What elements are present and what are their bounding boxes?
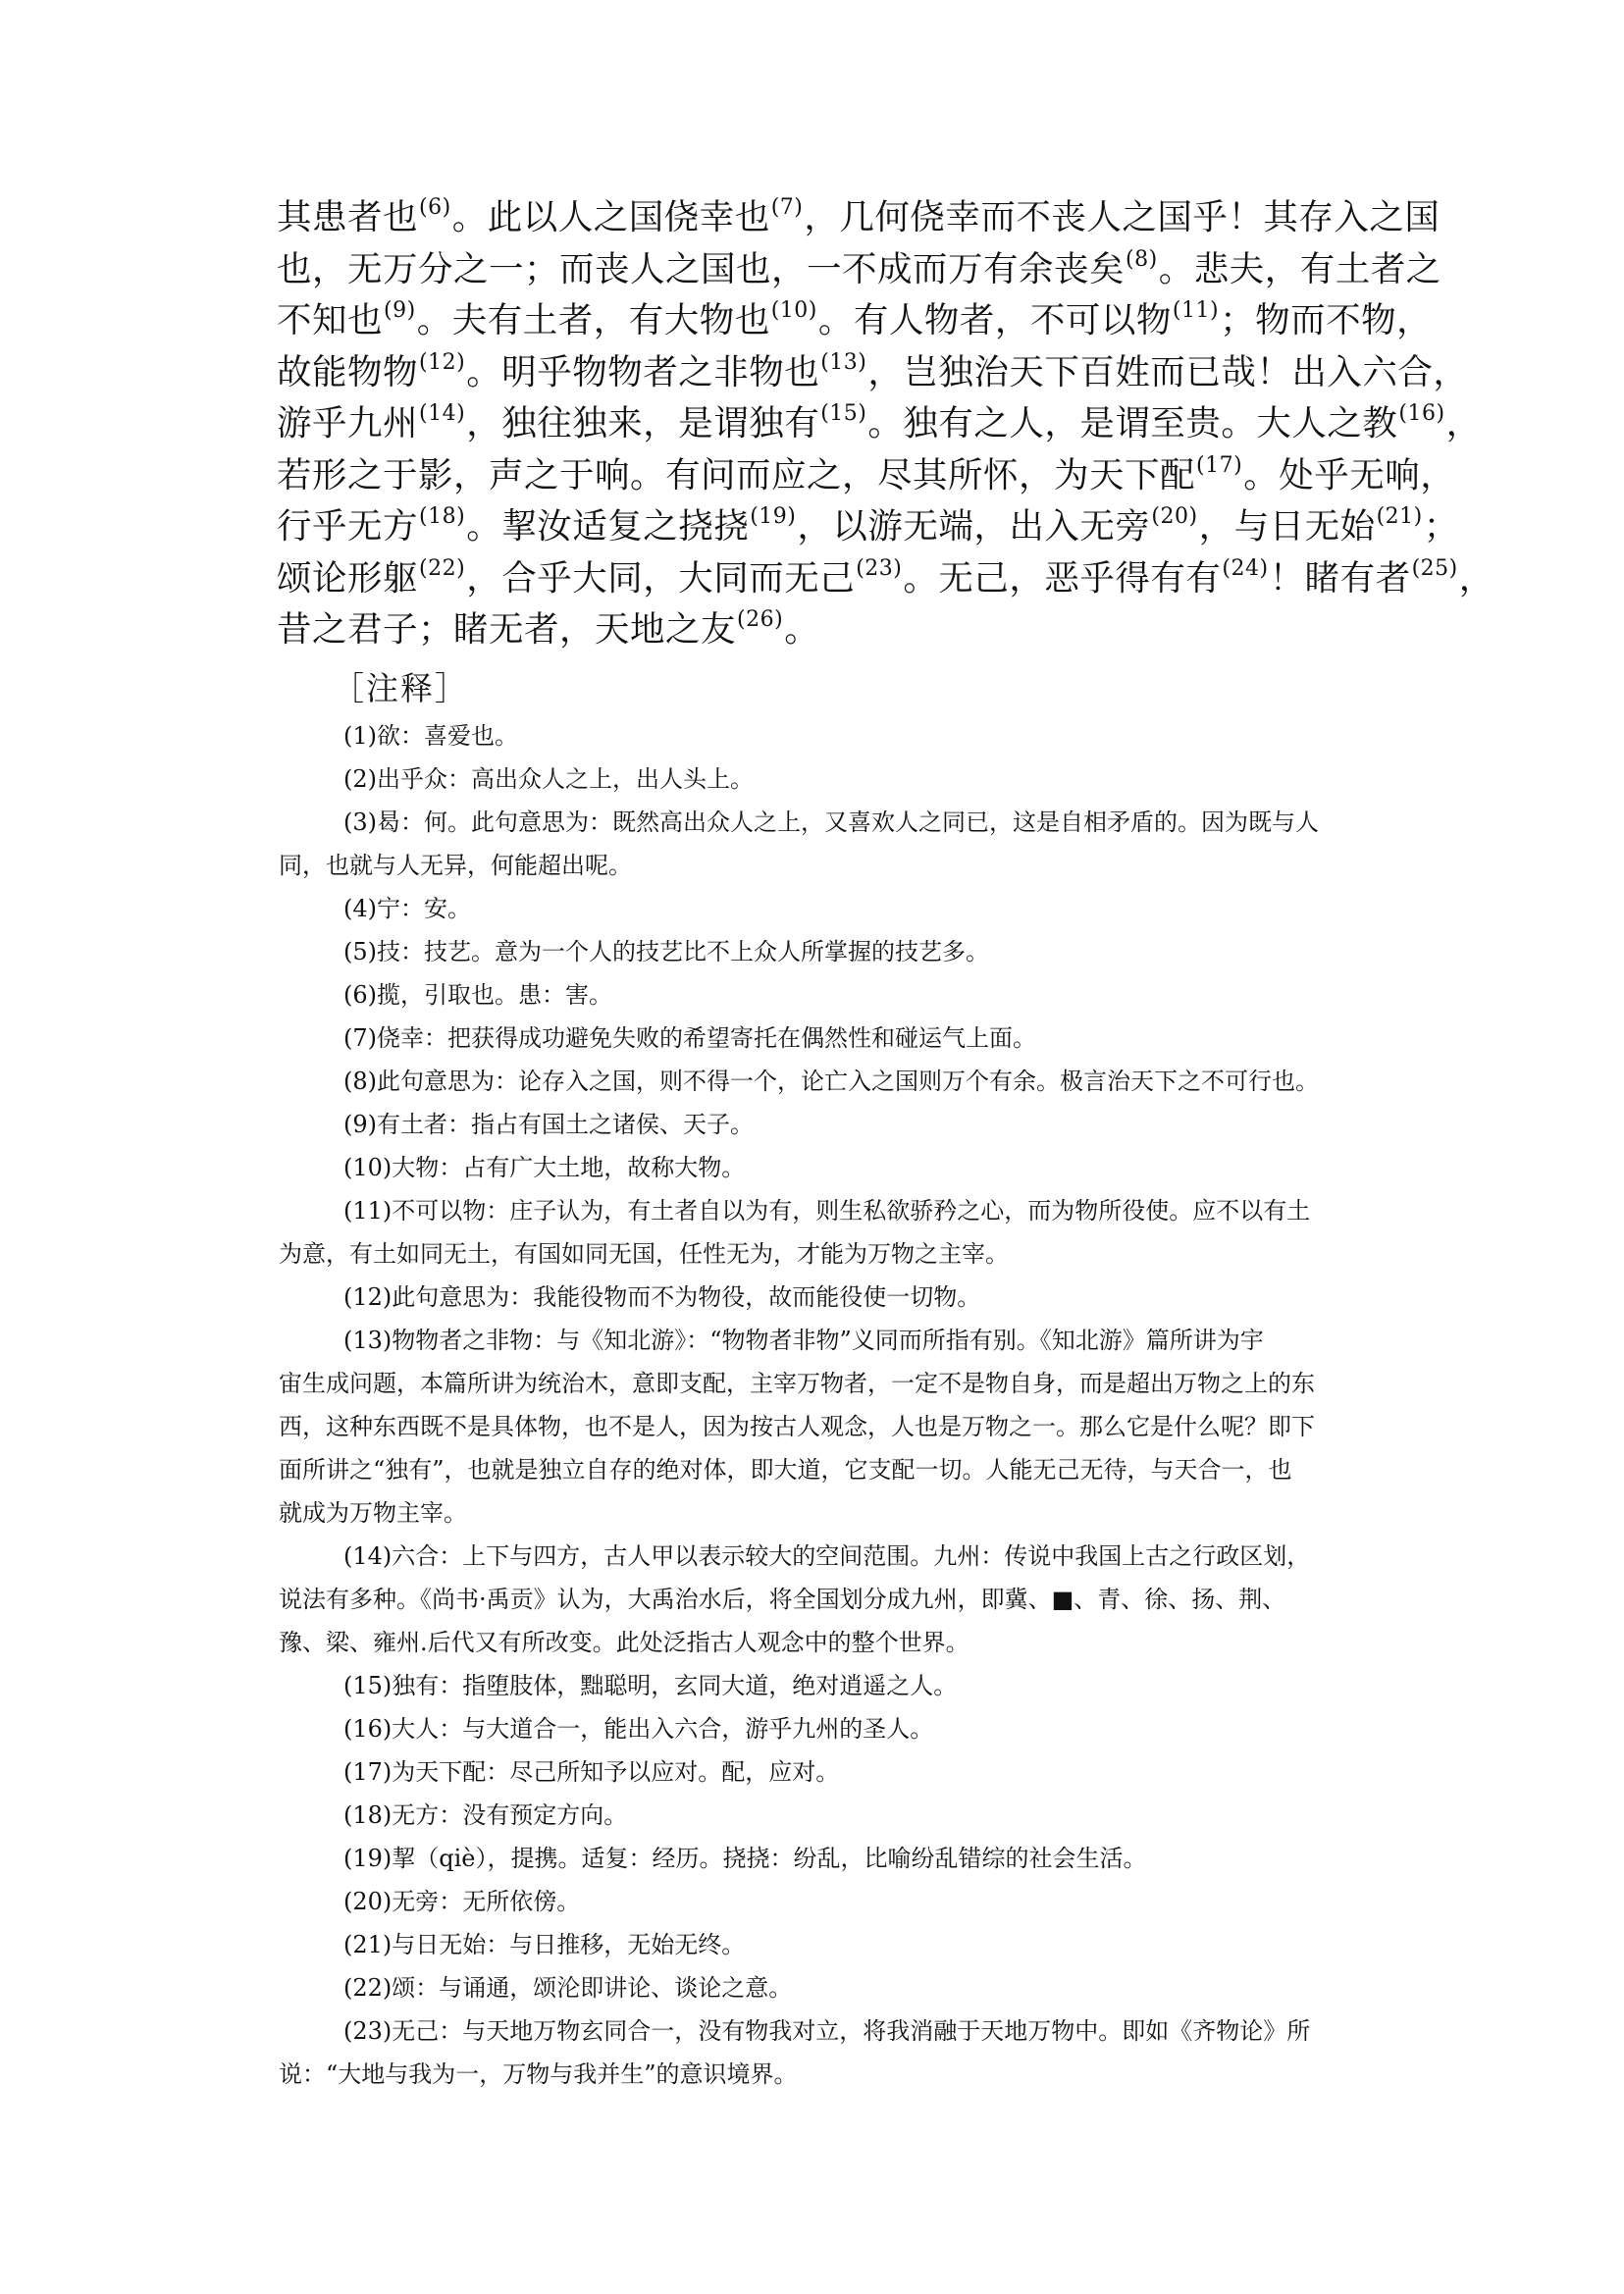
- text-segment: 。无己，恶乎得有有: [903, 557, 1222, 599]
- note-line: (16)大人：与大道合一，能出入六合，游乎九州的圣人。: [343, 1715, 934, 1743]
- text-segment: 。有人物者，不可以物: [817, 300, 1172, 340]
- note-line: (1)欲：喜爱也。: [343, 722, 518, 750]
- text-segment: 故能物物: [277, 351, 419, 392]
- note-line: 豫、梁、雍州.后代又有所改变。此处泛指古人观念中的整个世界。: [279, 1629, 969, 1656]
- text-segment: ，与日无始: [1198, 506, 1376, 547]
- note-line: (5)技：技艺。意为一个人的技艺比不上众人所掌握的技艺多。: [343, 938, 989, 965]
- text-segment: ，: [1445, 403, 1482, 443]
- note-line: (11)不可以物：庄子认为，有土者自以为有，则生私欲骄矜之心，而为物所役使。应不以有土: [343, 1197, 1311, 1225]
- main-text: [277, 192, 1494, 656]
- main-text-line: [277, 244, 1441, 296]
- footnote-marker: (13): [820, 349, 867, 375]
- text-segment: ；: [1423, 506, 1459, 547]
- footnote-marker: (23): [856, 555, 903, 581]
- note-line: 就成为万物主宰。: [279, 1499, 467, 1527]
- footnote-marker: (12): [419, 349, 466, 375]
- text-segment: 也，无万分之一；而丧人之国也，一不成而万有余丧矣: [277, 248, 1126, 289]
- footnote-marker: (16): [1398, 401, 1445, 427]
- main-text-line: [277, 295, 1433, 347]
- footnote-marker: (20): [1151, 504, 1198, 530]
- text-segment: 若形之于影，声之于响。有问而应之，尽其所怀，为天下配: [277, 454, 1196, 495]
- footnote-marker: (10): [770, 298, 817, 324]
- footnote-marker: (8): [1126, 246, 1158, 272]
- main-text-line: [277, 450, 1456, 502]
- footnote-marker: (18): [419, 504, 466, 530]
- note-line: 同，也就与人无异，何能超出呢。: [279, 852, 632, 879]
- note-line: (14)六合：上下与四方，古人甲以表示较大的空间范围。九州：传说中我国上古之行政区划，: [343, 1542, 1311, 1570]
- text-segment: 。悲夫，有土者之: [1158, 248, 1441, 289]
- note-line: (15)独有：指堕肢体，黜聪明，玄同大道，绝对逍遥之人。: [343, 1672, 958, 1699]
- main-text-line: [277, 553, 1494, 605]
- text-segment: ，合乎大同，大同而无己: [466, 557, 856, 599]
- note-line: 面所讲之“独有”，也就是独立自存的绝对体，即大道，它支配一切。人能无己无待，与天合一，也: [279, 1456, 1292, 1484]
- footnote-marker: (21): [1376, 504, 1423, 530]
- text-segment: 。处乎无响，: [1243, 454, 1456, 495]
- text-segment: 。独有之人，是谓至贵。大人之教: [867, 403, 1398, 443]
- note-line: (22)颂：与诵通，颂沦即讲论、谈论之意。: [343, 1974, 793, 2002]
- text-segment: 游乎九州: [277, 403, 419, 443]
- notes-section: [279, 714, 1368, 2096]
- note-line: (21)与日无始：与日推移，无始无终。: [343, 1931, 746, 1958]
- text-segment: 。: [784, 609, 820, 650]
- note-line: (19)挈（qiè），提携。适复：经历。挠挠：纷乱，比喻纷乱错综的社会生活。: [343, 1845, 1147, 1872]
- text-segment: 。夫有土者，有大物也: [416, 300, 770, 340]
- main-text-line: [277, 501, 1459, 553]
- main-text-line: [277, 192, 1441, 244]
- note-line: 说：“大地与我为一，万物与我并生”的意识境界。: [279, 2060, 798, 2088]
- note-line: (20)无旁：无所依傍。: [343, 1888, 581, 1915]
- main-text-line: [277, 398, 1482, 450]
- text-segment: 。明乎物物者之非物也: [466, 351, 820, 392]
- text-segment: 。此以人之国侥幸也: [451, 197, 770, 237]
- note-line: 为意，有土如同无土，有国如同无国，任性无为，才能为万物之主宰。: [279, 1240, 1009, 1268]
- text-segment: 。挈汝适复之挠挠: [466, 506, 750, 547]
- text-segment: ，岂独治天下百姓而已哉！出入六合，: [867, 351, 1469, 392]
- text-segment: ，独往独来，是谓独有: [466, 403, 820, 443]
- note-line: (13)物物者之非物：与《知北游》：“物物者非物”义同而所指有别。《知北游》篇所讲为宇: [343, 1327, 1264, 1354]
- text-segment: ，几何侥幸而不丧人之国乎！其存入之国: [804, 197, 1441, 237]
- note-line: 西，这种东西既不是具体物，也不是人，因为按古人观念，人也是万物之一。那么它是什么呢？即下: [279, 1413, 1315, 1440]
- note-line: (7)侥幸：把获得成功避免失败的希望寄托在偶然性和碰运气上面。: [343, 1024, 1036, 1052]
- text-segment: ！睹有者: [1269, 557, 1411, 599]
- footnote-marker: (22): [419, 555, 466, 581]
- text-segment: 颂论形躯: [277, 557, 419, 599]
- footnote-marker: (9): [384, 298, 416, 324]
- footnote-marker: (26): [737, 607, 784, 633]
- text-segment: 昔之君子；睹无者，天地之友: [277, 609, 737, 650]
- text-segment: ；物而不物，: [1220, 300, 1433, 340]
- note-line: (8)此句意思为：论存入之国，则不得一个，论亡入之国则万个有余。极言治天下之不可行也。: [343, 1068, 1319, 1095]
- note-line: (4)宁：安。: [343, 895, 471, 922]
- note-line: (10)大物：占有广大土地，故称大物。: [343, 1154, 746, 1181]
- note-line: (9)有土者：指占有国土之诸侯、天子。: [343, 1111, 754, 1138]
- note-line: (12)此句意思为：我能役物而不为物役，故而能役使一切物。: [343, 1283, 981, 1311]
- footnote-marker: (7): [770, 195, 804, 221]
- text-segment: ，: [1458, 557, 1494, 599]
- text-segment: ，以游无端，出入无旁: [797, 506, 1151, 547]
- text-segment: 不知也: [277, 300, 384, 340]
- text-segment: 其患者也: [277, 197, 419, 237]
- footnote-marker: (14): [419, 401, 466, 427]
- main-text-line: [277, 347, 1469, 399]
- footnote-marker: (17): [1196, 452, 1243, 478]
- footnote-marker: (24): [1222, 555, 1269, 581]
- note-line: (23)无己：与天地万物玄同合一，没有物我对立，将我消融于天地万物中。即如《齐物论》所: [343, 2017, 1311, 2045]
- note-line: 说法有多种。《尚书·禹贡》认为，大禹治水后，将全国划分成九州，即冀、■、青、徐、扬、荆、: [279, 1586, 1286, 1613]
- note-line: 宙生成问题，本篇所讲为统治木，意即支配，主宰万物者，一定不是物自身，而是超出万物之上的东: [279, 1370, 1315, 1397]
- main-text-line: [277, 604, 1366, 656]
- footnote-marker: (25): [1411, 555, 1458, 581]
- notes-heading: ［注释］: [332, 669, 469, 707]
- footnote-marker: (11): [1172, 298, 1220, 324]
- note-line: (3)曷：何。此句意思为：既然高出众人之上，又喜欢人之同已，这是自相矛盾的。因为既与人: [343, 808, 1319, 836]
- note-line: (18)无方：没有预定方向。: [343, 1801, 628, 1829]
- footnote-marker: (19): [750, 504, 797, 530]
- footnote-marker: (15): [820, 401, 867, 427]
- footnote-marker: (6): [419, 195, 451, 221]
- note-line: (17)为天下配：尽己所知予以应对。配，应对。: [343, 1758, 840, 1786]
- text-segment: 行乎无方: [277, 506, 419, 547]
- note-line: (6)揽，引取也。患：害。: [343, 981, 612, 1009]
- note-line: (2)出乎众：高出众人之上，出人头上。: [343, 765, 754, 793]
